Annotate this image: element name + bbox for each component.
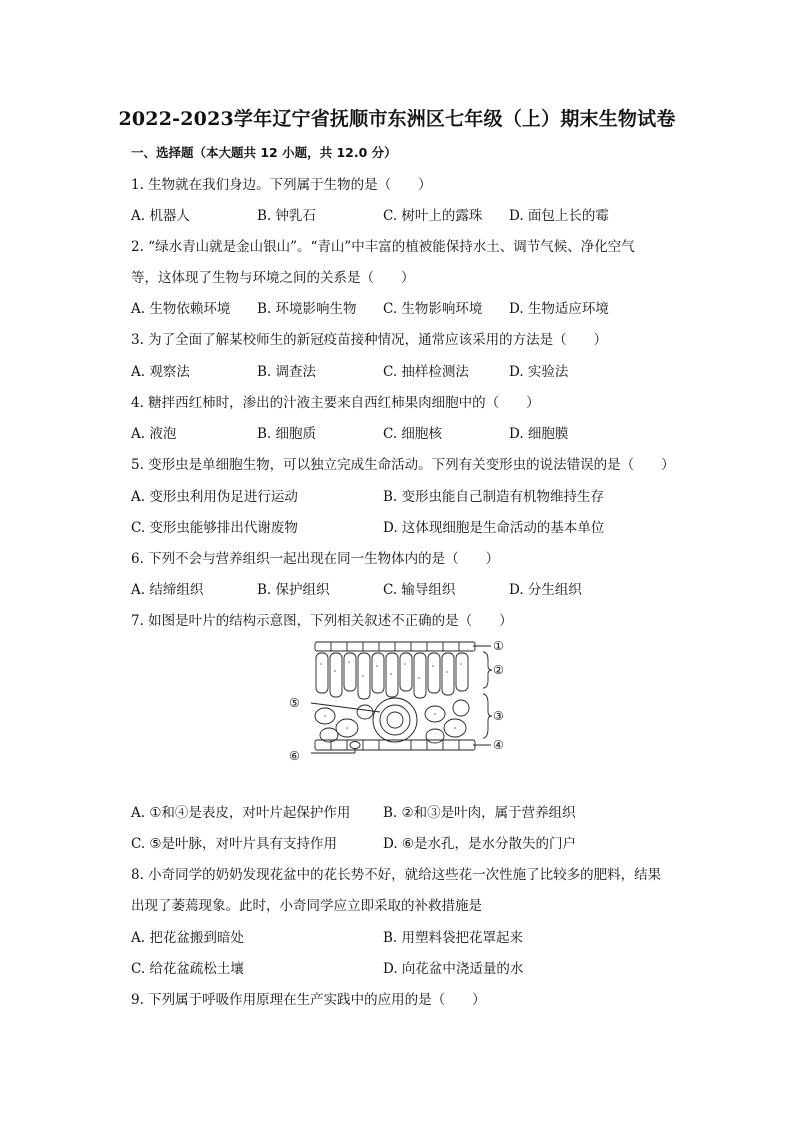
- q6-option-c: C. 输导组织: [383, 582, 456, 598]
- label-6: ⑥: [289, 749, 300, 763]
- q7-option-b: B. ②和③是叶肉，属于营养组织: [383, 805, 576, 821]
- q3-option-d: D. 实验法: [509, 364, 569, 380]
- q6-option-a: A. 结缔组织: [131, 582, 204, 598]
- q5-option-b: B. 变形虫能自己制造有机物维持生存: [383, 489, 605, 505]
- q2-option-d: D. 生物适应环境: [509, 301, 609, 317]
- question-8-stem-cont: 出现了萎蔫现象。此时，小奇同学应立即采取的补救措施是: [131, 898, 482, 914]
- question-5-stem: 5. 变形虫是单细胞生物，可以独立完成生命活动。下列有关变形虫的说法错误的是（ ）: [131, 457, 675, 473]
- q8-option-c: C. 给花盆疏松土壤: [131, 961, 244, 977]
- q3-option-b: B. 调查法: [257, 364, 317, 380]
- question-6-stem: 6. 下列不会与营养组织一起出现在同一生物体内的是（ ）: [131, 551, 500, 567]
- q8-option-d: D. 向花盆中浇适量的水: [383, 961, 524, 977]
- leaf-structure-diagram: [285, 636, 515, 768]
- q7-option-a: A. ①和④是表皮，对叶片起保护作用: [131, 805, 351, 821]
- q2-option-c: C. 生物影响环境: [383, 301, 483, 317]
- question-2-stem-cont: 等，这体现了生物与环境之间的关系是（ ）: [131, 270, 415, 286]
- q1-option-d: D. 面包上长的霉: [509, 208, 609, 224]
- q6-option-b: B. 保护组织: [257, 582, 330, 598]
- question-8-stem: 8. 小奇同学的奶奶发现花盆中的花长势不好，就给这些花一次性施了比较多的肥料，结果: [131, 867, 662, 883]
- exam-title: 2022-2023学年辽宁省抚顺市东洲区七年级（上）期末生物试卷: [118, 108, 676, 130]
- question-1-stem: 1. 生物就在我们身边。下列属于生物的是（ ）: [131, 177, 432, 193]
- q2-option-b: B. 环境影响生物: [257, 301, 357, 317]
- label-2: ②: [493, 663, 504, 677]
- q4-option-a: A. 液泡: [131, 426, 177, 442]
- q3-option-a: A. 观察法: [131, 364, 190, 380]
- section-heading: 一、选择题（本大题共 12 小题，共 12.0 分）: [131, 145, 397, 160]
- q7-option-d: D. ⑥是水孔，是水分散失的门户: [383, 836, 577, 852]
- q5-option-d: D. 这体现细胞是生命活动的基本单位: [383, 520, 605, 536]
- q8-option-b: B. 用塑料袋把花罩起来: [383, 930, 524, 946]
- q8-option-a: A. 把花盆搬到暗处: [131, 930, 244, 946]
- label-5: ⑤: [289, 696, 300, 710]
- question-9-stem: 9. 下列属于呼吸作用原理在生产实践中的应用的是（ ）: [131, 992, 486, 1008]
- q4-option-b: B. 细胞质: [257, 426, 317, 442]
- q1-option-c: C. 树叶上的露珠: [383, 208, 483, 224]
- question-2-stem: 2. “绿水青山就是金山银山”。“青山”中丰富的植被能保持水土、调节气候、净化空气: [131, 239, 635, 255]
- q1-option-b: B. 钟乳石: [257, 208, 317, 224]
- question-3-stem: 3. 为了全面了解某校师生的新冠疫苗接种情况，通常应该采用的方法是（ ）: [131, 332, 608, 348]
- q4-option-c: C. 细胞核: [383, 426, 442, 442]
- q2-option-a: A. 生物依赖环境: [131, 301, 231, 317]
- q5-option-a: A. 变形虫利用伪足进行运动: [131, 489, 298, 505]
- question-4-stem: 4. 糖拌西红柿时，渗出的汁液主要来自西红柿果肉细胞中的（ ）: [131, 395, 540, 411]
- label-3: ③: [493, 709, 504, 723]
- question-7-stem: 7. 如图是叶片的结构示意图，下列相关叙述不正确的是（ ）: [131, 613, 513, 629]
- q7-option-c: C. ⑤是叶脉，对叶片具有支持作用: [131, 836, 338, 852]
- label-1: ①: [493, 639, 504, 653]
- q4-option-d: D. 细胞膜: [509, 426, 569, 442]
- q6-option-d: D. 分生组织: [509, 582, 582, 598]
- label-4: ④: [493, 738, 504, 752]
- q3-option-c: C. 抽样检测法: [383, 364, 469, 380]
- q5-option-c: C. 变形虫能够排出代谢废物: [131, 520, 298, 536]
- q1-option-a: A. 机器人: [131, 208, 190, 224]
